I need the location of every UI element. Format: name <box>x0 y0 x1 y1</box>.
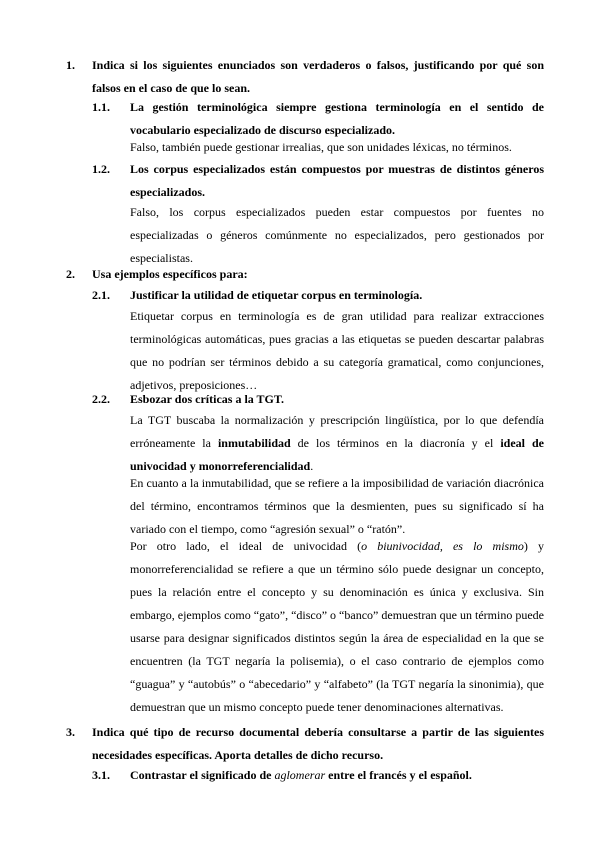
subitem-2-1-heading: Justificar la utilidad de etiquetar corpus en terminología. <box>130 288 423 302</box>
item-3-question: Indica qué tipo de recurso documental debería consultarse a partir de las siguientes necesidades específicas. Aporta detalles de dicho recurso. <box>92 725 544 762</box>
subitem-1-2-heading: Los corpus especializados están compuestos por muestras de distintos géneros especializados. <box>130 162 544 199</box>
term-univocidad: ideal de univocidad y monorreferencialidad <box>130 436 544 473</box>
italic-aside: o biunivocidad, es lo mismo <box>361 539 524 553</box>
item-1-question: Indica si los siguientes enunciados son verdaderos o falsos, justificando por qué son falsos en el caso de que lo sean. <box>92 58 544 95</box>
subitem-2-2-paragraph-1: La TGT buscaba la normalización y prescripción lingüística, por lo que defendía erróneamente la inmutabilidad de los términos en la diacronía y el ideal de univocidad y monorreferencialidad. <box>130 413 544 473</box>
subitem-2-2-heading: Esbozar dos críticas a la TGT. <box>130 392 285 406</box>
item-number: 1. <box>66 58 75 72</box>
item-number: 2. <box>66 267 75 281</box>
subitem-1-1-heading: La gestión terminológica siempre gestiona terminología en el sentido de vocabulario especializado de discurso especializado. <box>130 100 544 137</box>
subitem-2-2-paragraph-2: En cuanto a la inmutabilidad, que se refiere a la imposibilidad de variación diacrónica del término, encontramos términos que la desmienten, pues su significado sí ha variado con el tiempo, como “agresión sexual” o “ratón”. <box>130 476 544 536</box>
term-inmutabilidad: inmutabilidad <box>217 436 291 450</box>
subitem-number: 1.2. <box>92 162 110 176</box>
item-number: 3. <box>66 725 75 739</box>
subitem-1-2-answer: Falso, los corpus especializados pueden estar compuestos por fuentes no especializadas o géneros comúnmente no especializados, pero gestionados por especialistas. <box>130 205 544 265</box>
subitem-1-1-answer: Falso, también puede gestionar irrealias, que son unidades léxicas, no términos. <box>130 140 512 154</box>
subitem-number: 2.2. <box>92 392 110 406</box>
subitem-number: 3.1. <box>92 768 110 782</box>
subitem-number: 2.1. <box>92 288 110 302</box>
subitem-2-1-answer: Etiquetar corpus en terminología es de gran utilidad para realizar extracciones terminológicas automáticas, pues gracias a las etiquetas se pueden descartar palabras que no podrían ser términos debido a su categoría gramatical, como conjunciones, adjetivos, preposiciones… <box>130 309 544 392</box>
subitem-2-2-paragraph-3: Por otro lado, el ideal de univocidad (o biunivocidad, es lo mismo) y monorreferencialidad se refiere a que un término sólo puede designar un concepto, pues la relación entre el concepto y su denominación es única y exclusiva. Sin embargo, ejemplos como “gato”, “disco” o “banco” demuestran que un término puede usarse para designar significados distintos según la área de especialidad en la que se encuentren (la TGT negaría la polisemia), o el caso contrario de ejemplos como “guagua” y “autobús” o “abecedario” y “alfabeto” (la TGT negaría la sinonimia), que demuestran que un mismo concepto puede tener denominaciones alternativas. <box>130 539 544 714</box>
item-2-question: Usa ejemplos específicos para: <box>92 267 248 281</box>
italic-term-aglomerar: aglomerar <box>274 768 326 782</box>
subitem-3-1-heading: Contrastar el significado de aglomerar entre el francés y el español. <box>130 768 472 782</box>
subitem-number: 1.1. <box>92 100 110 114</box>
